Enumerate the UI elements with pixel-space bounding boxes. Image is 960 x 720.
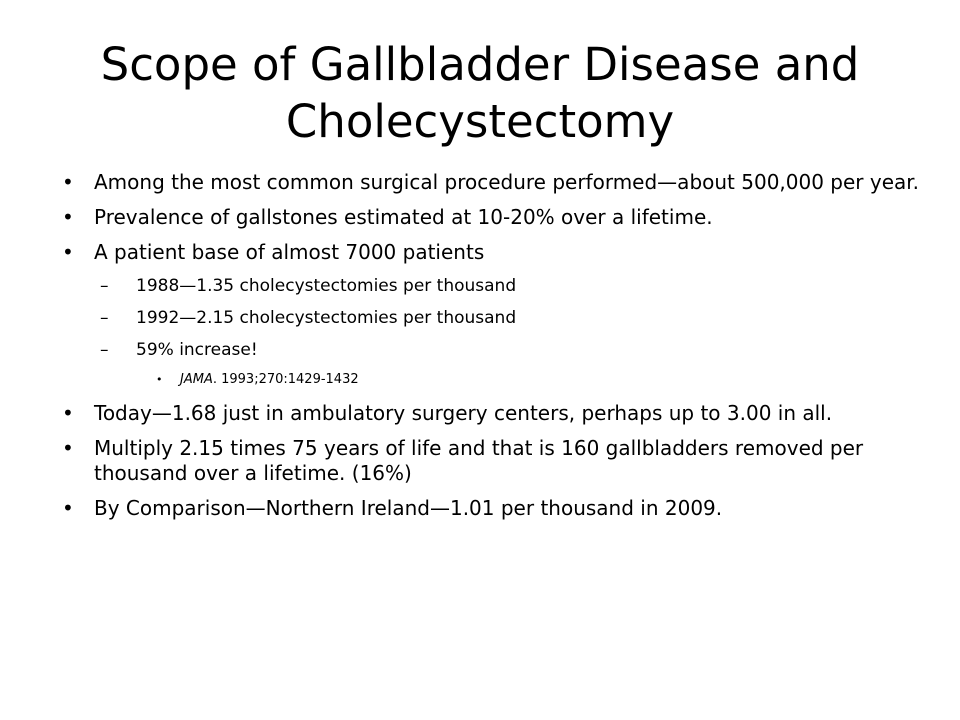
citation	[60, 371, 920, 389]
bullet-item: • Among the most common surgical procedure performed—about 500,000 per year.	[60, 170, 920, 195]
citation-journal: JAMA	[180, 372, 213, 387]
bullet-item: • A patient base of almost 7000 patients	[60, 240, 920, 265]
bullet-item: • Multiply 2.15 times 75 years of life and that is 160 gallbladders removed per thousand over a lifetime. (16%)	[60, 436, 920, 486]
citation-details: . 1993;270:1429-1432	[212, 372, 359, 387]
bullet-item: • Today—1.68 just in ambulatory surgery centers, perhaps up to 3.00 in all.	[60, 401, 920, 426]
bullet-item: • By Comparison—Northern Ireland—1.01 per thousand in 2009.	[60, 496, 920, 521]
sub-bullet-item: – 1988—1.35 cholecystectomies per thousand	[60, 275, 920, 297]
sub-bullet-item: – 1992—2.15 cholecystectomies per thousand	[60, 307, 920, 329]
sub-bullet-item: – 59% increase!	[60, 339, 920, 361]
slide-title: Scope of Gallbladder Disease and Cholecystectomy	[100, 38, 860, 148]
bullet-item: • Prevalence of gallstones estimated at 10-20% over a lifetime.	[60, 205, 920, 230]
slide-body	[60, 170, 920, 531]
